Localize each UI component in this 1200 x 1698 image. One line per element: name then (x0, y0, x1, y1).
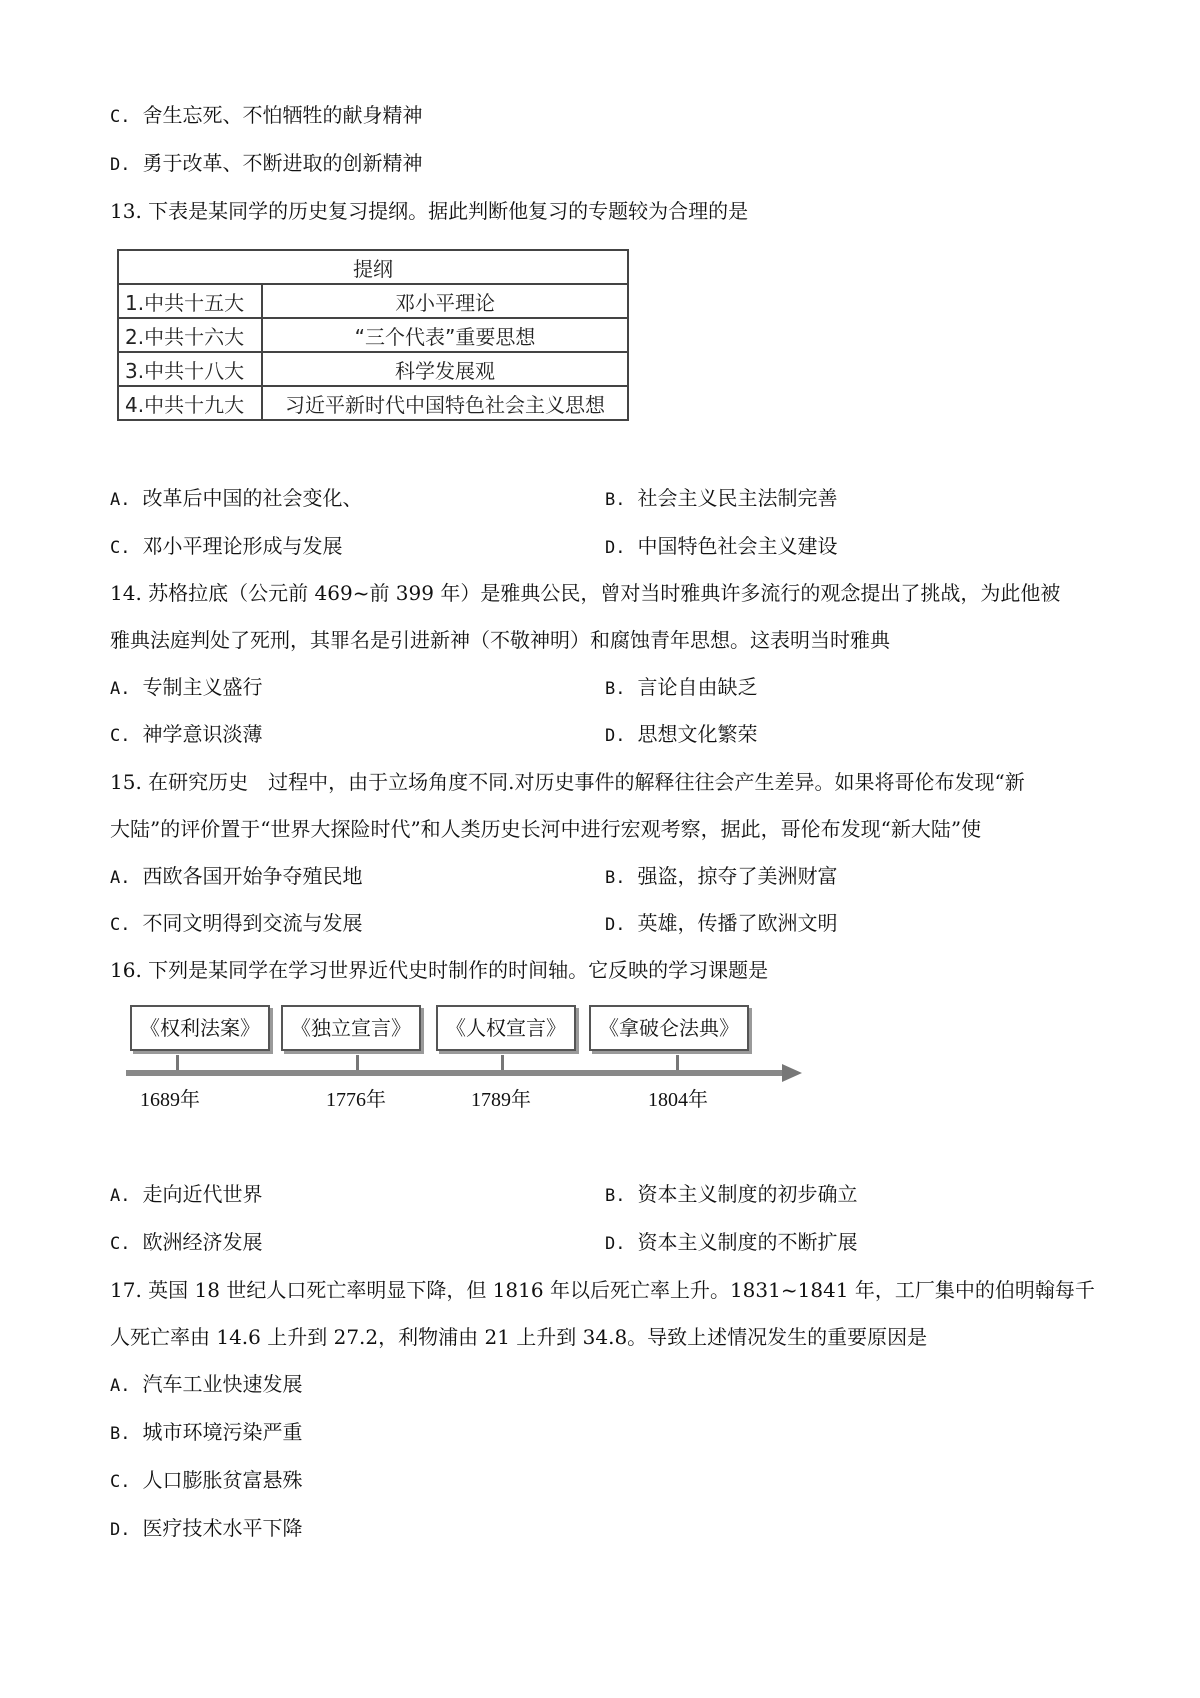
q15-stem-line-1: 15. 在研究历史 过程中，由于立场角度不同.对历史事件的解释往往会产生差异。如果将哥伦布发现“新 (110, 770, 1025, 794)
outline-header: 提纲 (118, 250, 628, 284)
q14-stem-line-1: 14. 苏格拉底（公元前 469~前 399 年）是雅典公民，曾对当时雅典许多流行的观念提出了挑战，为此他被 (110, 581, 1061, 605)
timeline-label: 《权利法案》 (130, 1005, 270, 1051)
q15-option-c: C. 不同文明得到交流与发展 (110, 911, 363, 935)
timeline-year: 1804年 (648, 1089, 708, 1111)
q14-option-c: C. 神学意识淡薄 (110, 722, 263, 746)
timeline-year: 1789年 (471, 1089, 531, 1111)
q15-option-a: A. 西欧各国开始争夺殖民地 (110, 864, 363, 888)
timeline-label: 《独立宣言》 (281, 1005, 421, 1051)
q13-option-b: B. 社会主义民主法制完善 (605, 486, 838, 510)
q13-option-c: C. 邓小平理论形成与发展 (110, 534, 343, 558)
q17-stem-line-1: 17. 英国 18 世纪人口死亡率明显下降，但 1816 年以后死亡率上升。1831~1841 年，工厂集中的伯明翰每千 (110, 1278, 1095, 1302)
q16-stem: 16. 下列是某同学在学习世界近代史时制作的时间轴。它反映的学习课题是 (110, 958, 769, 982)
q17-stem-line-2: 人死亡率由 14.6 上升到 27.2，利物浦由 21 上升到 34.8。导致上述情况发生的重要原因是 (110, 1325, 928, 1349)
q17-option-a: A. 汽车工业快速发展 (110, 1372, 303, 1396)
q16-option-a: A. 走向近代世界 (110, 1182, 263, 1206)
q13-option-d: D. 中国特色社会主义建设 (605, 534, 838, 558)
q14-stem-line-2: 雅典法庭判处了死刑，其罪名是引进新神（不敬神明）和腐蚀青年思想。这表明当时雅典 (110, 628, 890, 652)
table-row: 1.中共十五大 邓小平理论 (118, 284, 628, 318)
q17-option-c: C. 人口膨胀贫富悬殊 (110, 1468, 303, 1492)
q16-timeline (126, 1005, 806, 1115)
q14-option-a: A. 专制主义盛行 (110, 675, 263, 699)
q13-outline-table (117, 249, 629, 421)
q15-option-b: B. 强盗，掠夺了美洲财富 (605, 864, 838, 888)
q16-option-d: D. 资本主义制度的不断扩展 (605, 1230, 858, 1254)
timeline-year: 1689年 (140, 1089, 200, 1111)
q12-option-c: C. 舍生忘死、不怕牺牲的献身精神 (110, 103, 423, 127)
timeline-year: 1776年 (326, 1089, 386, 1111)
q15-stem-line-2: 大陆”的评价置于“世界大探险时代”和人类历史长河中进行宏观考察，据此，哥伦布发现“新大陆”使 (110, 817, 982, 841)
q14-option-b: B. 言论自由缺乏 (605, 675, 758, 699)
table-row: 2.中共十六大 “三个代表”重要思想 (118, 318, 628, 352)
q17-option-b: B. 城市环境污染严重 (110, 1420, 303, 1444)
timeline-label: 《人权宣言》 (436, 1005, 576, 1051)
q15-option-d: D. 英雄，传播了欧洲文明 (605, 911, 838, 935)
table-row: 3.中共十八大 科学发展观 (118, 352, 628, 386)
q17-option-d: D. 医疗技术水平下降 (110, 1516, 303, 1540)
q12-option-d: D. 勇于改革、不断进取的创新精神 (110, 151, 423, 175)
q13-stem: 13. 下表是某同学的历史复习提纲。据此判断他复习的专题较为合理的是 (110, 199, 749, 223)
q16-option-b: B. 资本主义制度的初步确立 (605, 1182, 858, 1206)
q16-option-c: C. 欧洲经济发展 (110, 1230, 263, 1254)
arrow-right-icon (782, 1064, 802, 1082)
q14-option-d: D. 思想文化繁荣 (605, 722, 758, 746)
timeline-label: 《拿破仑法典》 (589, 1005, 749, 1051)
table-row: 4.中共十九大 习近平新时代中国特色社会主义思想 (118, 386, 628, 420)
q13-option-a: A. 改革后中国的社会变化、 (110, 486, 363, 510)
timeline-axis (126, 1070, 786, 1076)
